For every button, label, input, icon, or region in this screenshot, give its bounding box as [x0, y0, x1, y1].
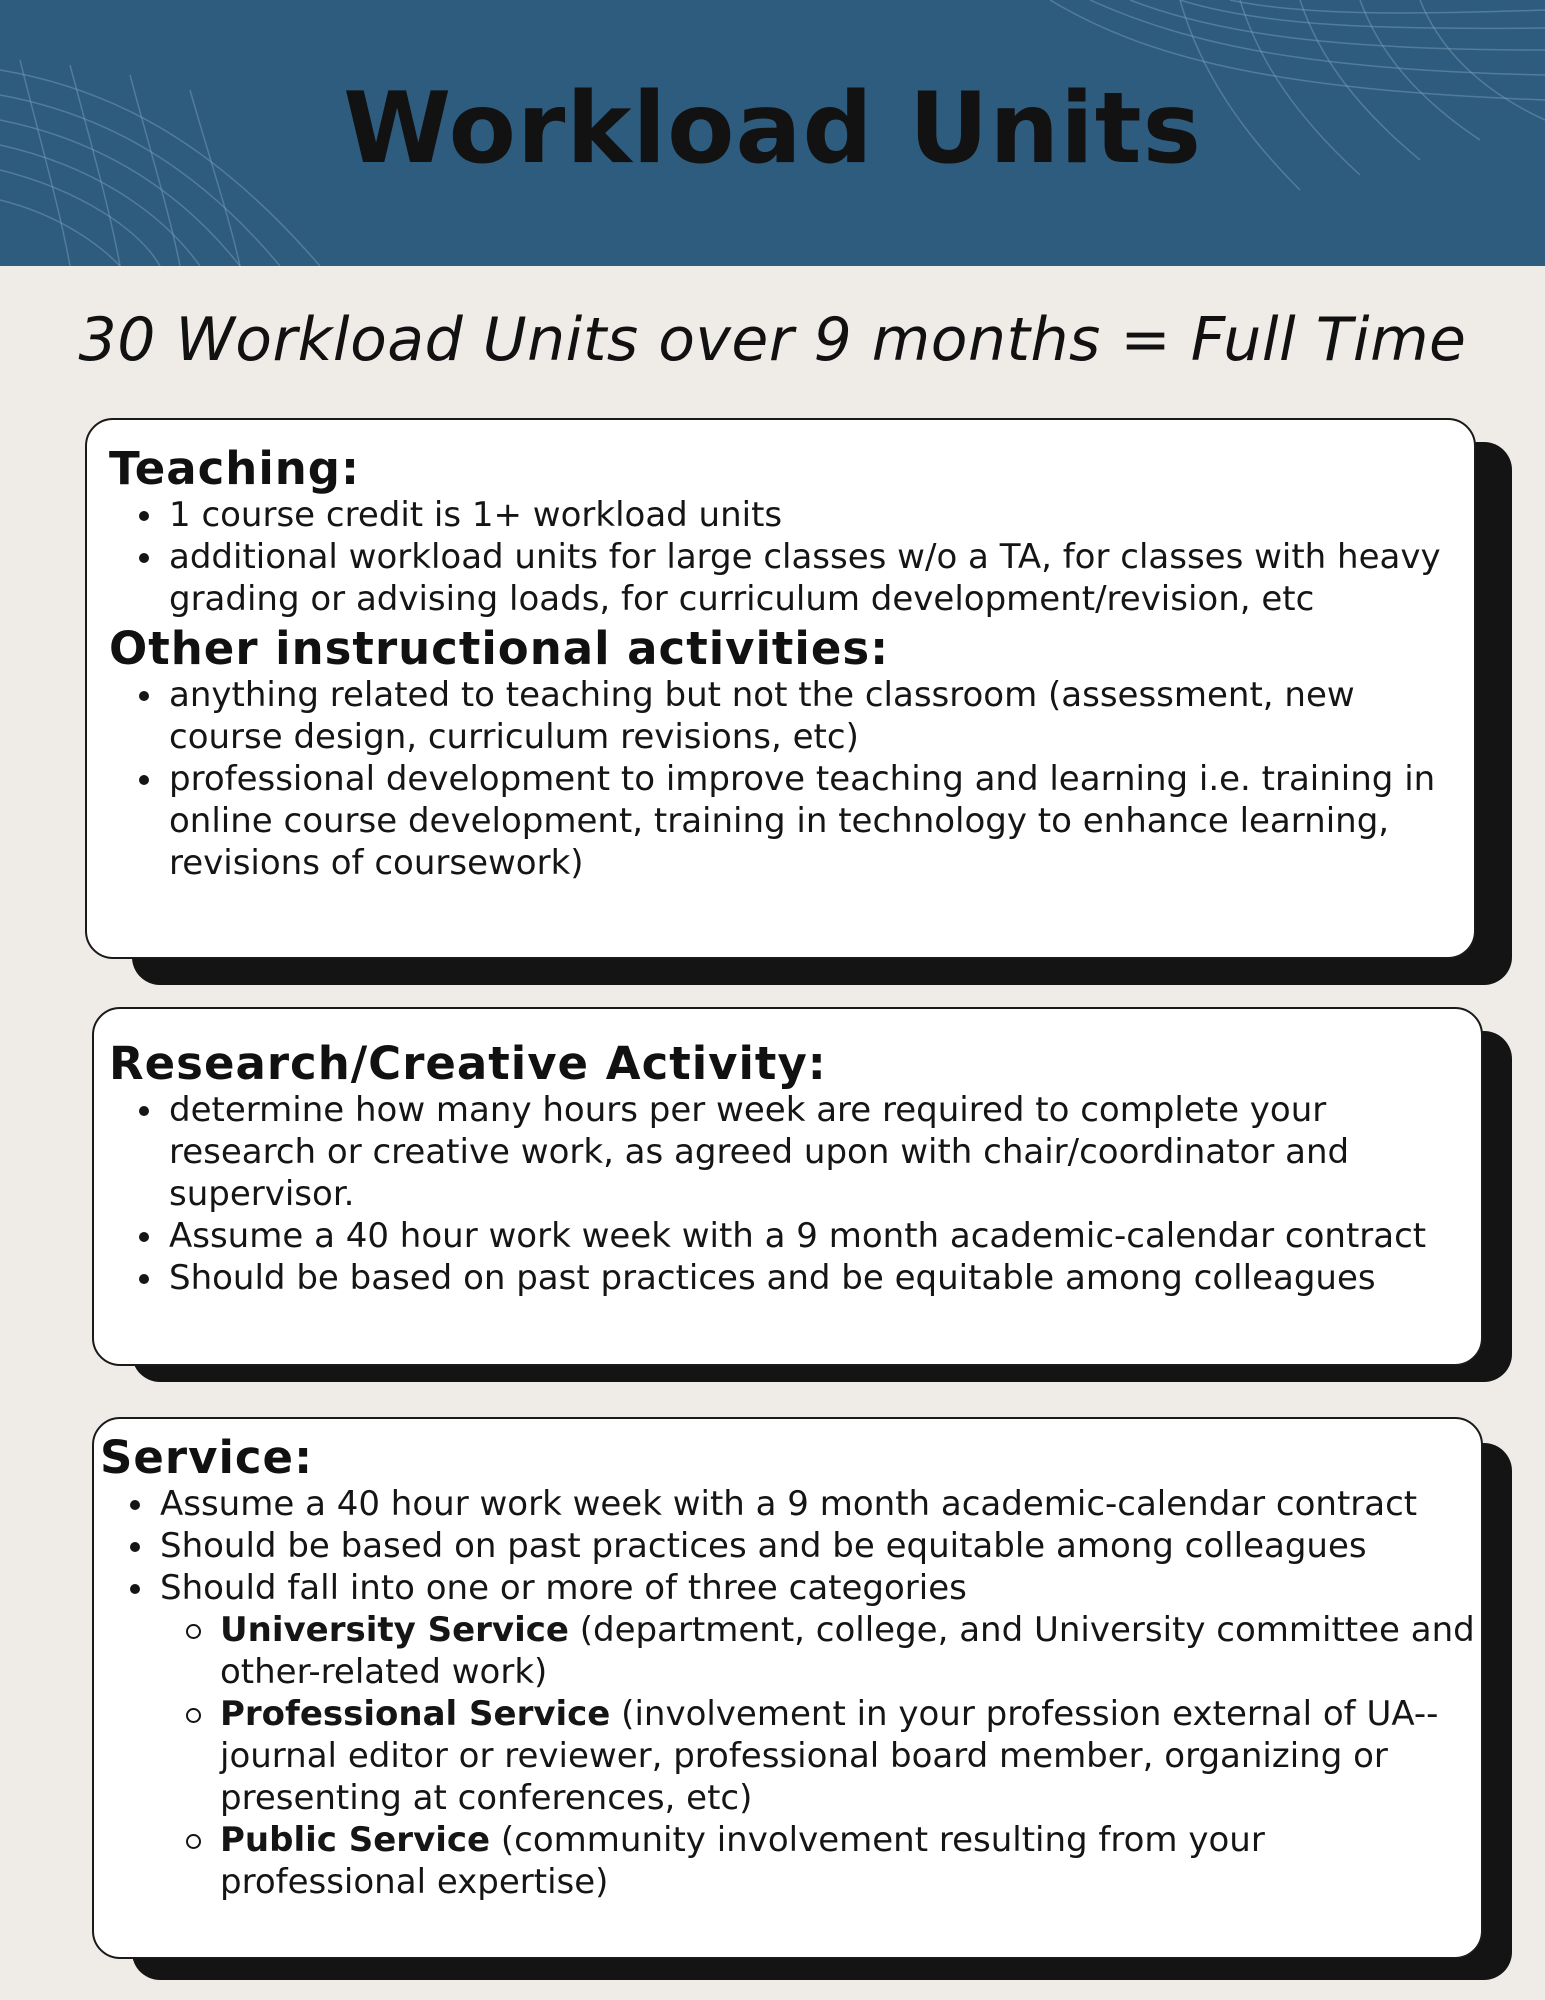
card-service [92, 1417, 1483, 1959]
service-list [118, 1483, 1475, 1903]
list-item: professional development to improve teaching and learning i.e. training in online course development, training in technology to enhance learning, revisions of coursework) [127, 758, 1469, 884]
category-name: Professional Service [220, 1694, 611, 1734]
card-service-content [100, 1433, 1475, 1903]
section-heading-other-instructional: Other instructional activities: [109, 622, 890, 675]
page-title: Workload Units [343, 72, 1202, 186]
section-heading-research: Research/Creative Activity: [109, 1037, 827, 1090]
card-teaching [85, 418, 1476, 959]
service-categories-list [178, 1609, 1475, 1903]
header-banner [0, 0, 1545, 266]
category-description: (department, college, and University committee and other-related work) [220, 1610, 1475, 1692]
list-item: 1 course credit is 1+ workload units [127, 494, 1469, 536]
card-research-content [109, 1039, 1479, 1299]
card-teaching-content [109, 444, 1469, 884]
list-item: determine how many hours per week are required to complete your research or creative work, as agreed upon with chair/coordinator and supervisor. [127, 1089, 1479, 1215]
category-description: (community involvement resulting from your professional expertise) [220, 1820, 1265, 1902]
list-item: Should be based on past practices and be equitable among colleagues [118, 1525, 1475, 1567]
list-item: additional workload units for large classes w/o a TA, for classes with heavy grading or advising loads, for curriculum development/revision, etc [127, 536, 1469, 620]
category-name: University Service [220, 1610, 569, 1650]
list-item: Should be based on past practices and be equitable among colleagues [127, 1257, 1479, 1299]
list-item: Assume a 40 hour work week with a 9 month academic-calendar contract [118, 1483, 1475, 1525]
teaching-list [127, 494, 1469, 620]
category-name: Public Service [220, 1820, 491, 1860]
list-item: anything related to teaching but not the classroom (assessment, new course design, curriculum revisions, etc) [127, 674, 1469, 758]
category-description: (involvement in your profession external of UA--journal editor or reviewer, professional board member, organizing or presenting at conferences, etc) [220, 1694, 1439, 1818]
sub-list-item [178, 1819, 1475, 1903]
research-list [127, 1089, 1479, 1299]
list-item: Assume a 40 hour work week with a 9 month academic-calendar contract [127, 1215, 1479, 1257]
list-item [118, 1567, 1475, 1903]
section-heading-teaching: Teaching: [109, 442, 360, 495]
section-heading-service: Service: [100, 1431, 314, 1484]
sub-list-item [178, 1609, 1475, 1693]
list-item-text: Should fall into one or more of three categories [160, 1568, 967, 1608]
page-subtitle: 30 Workload Units over 9 months = Full Time [78, 305, 1467, 375]
other-instructional-list [127, 674, 1469, 884]
card-research [92, 1007, 1483, 1366]
sub-list-item [178, 1693, 1475, 1819]
